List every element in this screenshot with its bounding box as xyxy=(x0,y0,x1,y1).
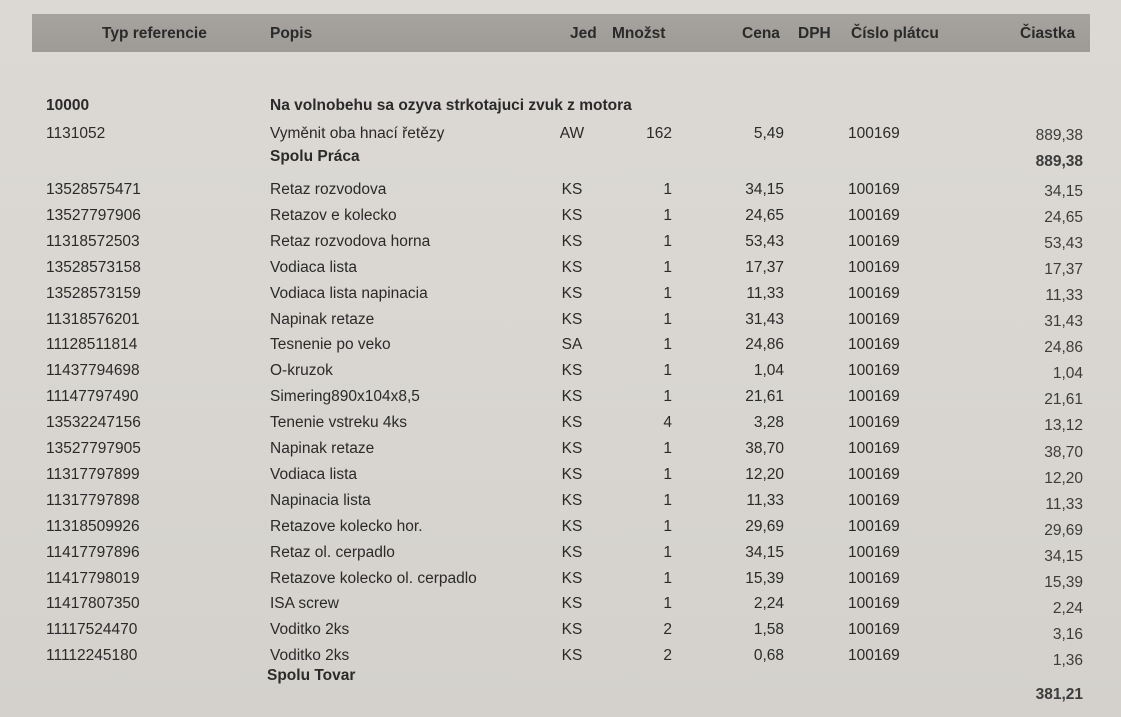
item-unit: KS xyxy=(561,362,583,380)
item-ref: 11417807350 xyxy=(46,595,140,613)
item-desc: Retaz rozvodova horna xyxy=(270,232,431,250)
table-row xyxy=(0,233,1121,257)
header-qty: Množst xyxy=(612,25,666,42)
item-ref: 11317797898 xyxy=(46,491,140,509)
labor-amount: 889,38 xyxy=(1035,127,1083,144)
item-price: 3,28 xyxy=(753,414,784,432)
item-desc: Vodiaca lista napinacia xyxy=(270,284,428,302)
item-desc: Tesnenie po veko xyxy=(270,336,391,354)
item-amount: 53,43 xyxy=(1044,235,1083,253)
table-row xyxy=(0,570,1121,594)
item-desc: Vodiaca lista xyxy=(270,258,358,276)
table-row xyxy=(0,285,1121,309)
item-amount: 38,70 xyxy=(1044,443,1083,461)
table-row xyxy=(0,440,1121,464)
item-unit: KS xyxy=(561,181,583,198)
item-price: 11,33 xyxy=(746,284,784,302)
item-payer: 100169 xyxy=(848,284,900,302)
item-price: 1,04 xyxy=(753,362,784,380)
item-desc: O-kruzok xyxy=(270,362,333,380)
item-payer: 100169 xyxy=(848,181,900,198)
table-row xyxy=(0,492,1121,516)
item-payer: 100169 xyxy=(848,491,900,509)
item-price: 24,86 xyxy=(745,336,784,354)
header-unit: Jed xyxy=(570,25,597,42)
item-ref: 13528575471 xyxy=(46,181,141,198)
item-ref: 11117524470 xyxy=(46,621,138,639)
table-row xyxy=(0,362,1121,386)
item-qty: 1 xyxy=(663,491,672,509)
item-ref: 13528573158 xyxy=(46,258,141,276)
item-payer: 100169 xyxy=(848,647,900,665)
labor-qty: 162 xyxy=(646,125,672,142)
item-ref: 11147797490 xyxy=(46,388,139,406)
item-payer: 100169 xyxy=(848,336,900,354)
item-unit: KS xyxy=(561,284,583,302)
item-unit: KS xyxy=(561,258,583,276)
labor-total-row xyxy=(0,148,1121,172)
labor-price: 5,49 xyxy=(753,125,784,142)
item-qty: 1 xyxy=(663,336,672,354)
item-amount: 12,20 xyxy=(1044,469,1083,487)
item-qty: 1 xyxy=(663,181,672,198)
table-row xyxy=(0,388,1121,412)
item-unit: KS xyxy=(561,517,583,535)
item-desc: Retaz ol. cerpadlo xyxy=(270,543,395,561)
table-row xyxy=(0,311,1121,335)
labor-total-label: Spolu Práca xyxy=(270,148,360,165)
table-row xyxy=(0,414,1121,438)
item-payer: 100169 xyxy=(848,465,900,483)
item-desc: Retazov e kolecko xyxy=(270,206,397,224)
item-payer: 100169 xyxy=(848,621,900,639)
item-price: 29,69 xyxy=(745,517,784,535)
item-qty: 1 xyxy=(663,595,672,613)
header-desc: Popis xyxy=(270,25,313,42)
table-row xyxy=(0,181,1121,205)
goods-total-label: Spolu Tovar xyxy=(267,667,356,684)
item-qty: 1 xyxy=(663,543,672,561)
item-desc: Vodiaca lista xyxy=(270,465,358,483)
item-unit: KS xyxy=(561,465,583,483)
labor-total-amount: 889,38 xyxy=(1035,153,1083,170)
table-row xyxy=(0,336,1121,360)
header-amount: Čiastka xyxy=(1020,25,1076,42)
goods-total-amount: 381,21 xyxy=(1035,686,1083,703)
item-unit: KS xyxy=(561,440,583,457)
item-desc: Voditko 2ks xyxy=(270,647,350,665)
item-payer: 100169 xyxy=(848,362,900,380)
item-price: 0,68 xyxy=(753,647,784,665)
item-payer: 100169 xyxy=(848,388,900,406)
item-amount: 2,24 xyxy=(1052,599,1083,617)
item-price: 11,33 xyxy=(746,491,784,509)
item-payer: 100169 xyxy=(848,595,900,613)
item-amount: 31,43 xyxy=(1044,313,1083,331)
item-ref: 13528573159 xyxy=(46,284,141,302)
item-desc: Voditko 2ks xyxy=(270,621,350,639)
item-ref: 13527797906 xyxy=(46,206,141,224)
item-price: 53,43 xyxy=(745,232,784,250)
item-price: 31,43 xyxy=(745,310,784,328)
item-amount: 29,69 xyxy=(1044,521,1083,539)
item-price: 1,58 xyxy=(753,621,784,639)
item-ref: 11318576201 xyxy=(46,310,140,328)
item-price: 2,24 xyxy=(753,595,784,613)
item-desc: Simering890x104x8,5 xyxy=(270,388,420,406)
item-qty: 2 xyxy=(663,621,672,639)
item-qty: 2 xyxy=(663,647,672,665)
item-unit: SA xyxy=(561,336,583,354)
item-ref: 11318509926 xyxy=(46,517,140,535)
item-price: 21,61 xyxy=(745,388,784,406)
item-unit: KS xyxy=(561,569,583,587)
item-qty: 1 xyxy=(663,206,672,224)
item-amount: 3,16 xyxy=(1052,625,1083,643)
item-qty: 1 xyxy=(663,232,672,250)
labor-row xyxy=(0,125,1121,149)
item-ref: 11417797896 xyxy=(46,543,140,561)
table-row xyxy=(0,518,1121,542)
item-ref: 11417798019 xyxy=(46,569,140,587)
item-amount: 34,15 xyxy=(1044,547,1083,565)
item-unit: KS xyxy=(561,621,583,639)
item-payer: 100169 xyxy=(848,206,900,224)
labor-unit: AW xyxy=(559,125,585,142)
group-title: Na volnobehu sa ozyva strkotajuci zvuk z motora xyxy=(270,97,632,114)
header-price: Cena xyxy=(742,25,780,42)
item-ref: 11128511814 xyxy=(46,336,138,354)
table-row xyxy=(0,259,1121,283)
table-row xyxy=(0,595,1121,619)
item-payer: 100169 xyxy=(848,517,900,535)
item-unit: KS xyxy=(561,647,583,665)
item-amount: 17,37 xyxy=(1044,261,1083,279)
item-qty: 1 xyxy=(663,362,672,380)
item-ref: 13532247156 xyxy=(46,414,141,432)
item-ref: 13527797905 xyxy=(46,440,141,457)
item-payer: 100169 xyxy=(848,440,900,457)
item-amount: 15,39 xyxy=(1044,573,1083,591)
group-row xyxy=(0,97,1121,121)
item-desc: Napinacia lista xyxy=(270,491,371,509)
item-desc: Napinak retaze xyxy=(270,310,375,328)
item-unit: KS xyxy=(561,543,583,561)
item-amount: 24,65 xyxy=(1044,209,1083,227)
group-code: 10000 xyxy=(46,97,90,114)
item-price: 34,15 xyxy=(745,181,784,198)
item-unit: KS xyxy=(561,310,583,328)
item-amount: 13,12 xyxy=(1044,417,1083,435)
item-qty: 1 xyxy=(663,388,672,406)
table-row xyxy=(0,466,1121,490)
goods-total-row xyxy=(0,667,1121,703)
item-qty: 1 xyxy=(663,569,672,587)
labor-payer: 100169 xyxy=(848,125,900,142)
item-payer: 100169 xyxy=(848,232,900,250)
item-ref: 11112245180 xyxy=(46,647,138,665)
item-desc: Retazove kolecko hor. xyxy=(270,517,423,535)
item-qty: 1 xyxy=(663,310,672,328)
labor-ref: 1131052 xyxy=(46,125,106,142)
item-unit: KS xyxy=(561,491,583,509)
table-row xyxy=(0,544,1121,568)
item-price: 24,65 xyxy=(745,206,784,224)
item-qty: 1 xyxy=(663,465,672,483)
item-payer: 100169 xyxy=(848,414,900,432)
item-amount: 1,36 xyxy=(1052,651,1083,669)
item-price: 34,15 xyxy=(745,543,784,561)
item-unit: KS xyxy=(561,595,583,613)
item-price: 17,37 xyxy=(745,258,784,276)
item-qty: 1 xyxy=(663,284,672,302)
item-unit: KS xyxy=(561,414,583,432)
item-price: 38,70 xyxy=(745,440,784,457)
item-amount: 11,33 xyxy=(1045,495,1083,513)
item-amount: 1,04 xyxy=(1052,365,1083,383)
item-amount: 34,15 xyxy=(1044,183,1083,200)
item-price: 12,20 xyxy=(745,465,784,483)
item-qty: 4 xyxy=(663,414,672,432)
item-desc: Retaz rozvodova xyxy=(270,181,387,198)
table-row xyxy=(0,207,1121,231)
header-payer: Číslo plátcu xyxy=(851,25,939,42)
item-unit: KS xyxy=(561,206,583,224)
item-desc: Tenenie vstreku 4ks xyxy=(270,414,407,432)
item-payer: 100169 xyxy=(848,258,900,276)
item-amount: 21,61 xyxy=(1044,391,1083,409)
item-payer: 100169 xyxy=(848,310,900,328)
item-amount: 24,86 xyxy=(1044,339,1083,357)
item-unit: KS xyxy=(561,232,583,250)
item-desc: Retazove kolecko ol. cerpadlo xyxy=(270,569,477,587)
item-payer: 100169 xyxy=(848,543,900,561)
item-price: 15,39 xyxy=(745,569,784,587)
item-ref: 11437794698 xyxy=(46,362,140,380)
item-qty: 1 xyxy=(663,258,672,276)
header-vat: DPH xyxy=(798,25,831,42)
item-qty: 1 xyxy=(663,517,672,535)
item-qty: 1 xyxy=(663,440,672,457)
item-payer: 100169 xyxy=(848,569,900,587)
item-ref: 11318572503 xyxy=(46,232,140,250)
item-unit: KS xyxy=(561,388,583,406)
table-row xyxy=(0,621,1121,645)
item-amount: 11,33 xyxy=(1045,287,1083,305)
header-ref: Typ referencie xyxy=(102,25,207,42)
item-desc: ISA screw xyxy=(270,595,339,613)
item-desc: Napinak retaze xyxy=(270,440,375,457)
item-ref: 11317797899 xyxy=(46,465,140,483)
labor-desc: Vyměnit oba hnací řetězy xyxy=(270,125,445,142)
